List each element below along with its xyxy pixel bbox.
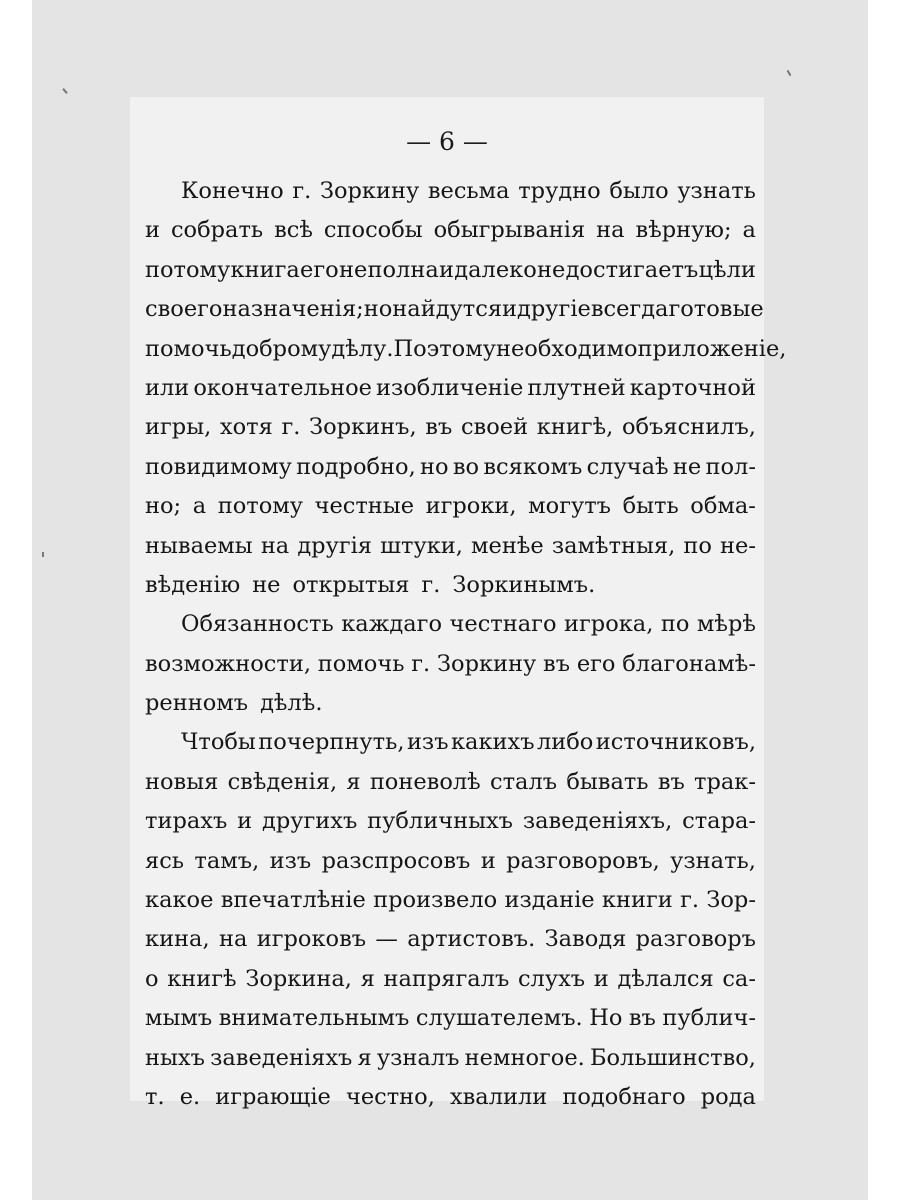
text-line (145, 527, 756, 566)
text-line (145, 448, 756, 487)
word: разговоровъ, (506, 847, 660, 874)
word: г. (680, 887, 700, 914)
text-line (145, 251, 756, 290)
word: другія (297, 532, 373, 559)
dust-mark (42, 552, 44, 557)
word: игроки, (425, 493, 517, 520)
word: свѣденія, (227, 768, 338, 795)
word: рода (700, 1083, 756, 1110)
text-line (145, 605, 756, 644)
word: узнать, (670, 847, 756, 874)
word: ныхъ (145, 1044, 205, 1071)
text-line (145, 172, 756, 211)
word: Зоркину (437, 650, 537, 677)
word: г. (411, 650, 431, 677)
word: изданіе (504, 887, 595, 914)
word: игроковъ (256, 926, 367, 953)
word: честно, (345, 1083, 435, 1110)
word: подобнаго (562, 1083, 686, 1110)
word: не (252, 571, 281, 598)
page-number: — 6 — (406, 127, 488, 156)
paragraph (145, 605, 756, 723)
word: са- (722, 965, 756, 992)
word: цѣли (698, 256, 756, 283)
word: кина, (145, 926, 210, 953)
word: игрока, (564, 611, 654, 638)
word: тирахъ (145, 808, 228, 835)
word: возможности, (145, 650, 311, 677)
word: могутъ (528, 493, 611, 520)
word: Зоркинъ, (309, 414, 417, 441)
word: г. (421, 571, 441, 598)
text-line (145, 566, 756, 605)
word: т. (145, 1083, 165, 1110)
word: я (357, 1044, 372, 1071)
word: но (363, 296, 393, 323)
text-line (145, 842, 756, 881)
text-line (145, 881, 756, 920)
word: не (338, 256, 368, 283)
word: сталъ (490, 768, 558, 795)
word: или (145, 374, 190, 401)
word: изобличеніе (375, 374, 524, 401)
body-text (145, 172, 787, 1117)
word: Заводя (544, 926, 627, 953)
word: либо (536, 729, 594, 756)
word: по (683, 532, 712, 559)
word: хотя (219, 414, 273, 441)
word: узнать (677, 178, 756, 204)
text-line (145, 645, 756, 684)
word: разспросовъ (321, 847, 471, 874)
word: весьма (427, 178, 510, 204)
word: Конечно (181, 178, 284, 204)
word: источниковъ, (595, 729, 756, 756)
word: впечатлѣніе (220, 887, 366, 914)
text-line (145, 684, 756, 723)
word: напрягалъ (383, 965, 510, 992)
word: и (480, 847, 496, 874)
word: каждаго (341, 611, 442, 638)
word: вѣденію (145, 571, 241, 598)
text-line (145, 960, 756, 999)
word: игры, (145, 414, 212, 441)
paragraph (145, 723, 756, 1117)
word: плутней (527, 374, 626, 401)
word: менѣе (471, 532, 544, 559)
word: книгѣ (167, 965, 237, 992)
word: во (452, 453, 480, 480)
word: Большинство, (590, 1044, 756, 1071)
word: дѣлался (617, 965, 714, 992)
word: и (145, 217, 160, 244)
word: и (439, 256, 455, 283)
word: потому (145, 256, 231, 283)
text-line (145, 211, 756, 250)
word: необходимо (495, 335, 638, 362)
word: какое (145, 887, 214, 914)
text-line (145, 802, 756, 841)
word: на (260, 532, 290, 559)
word: хвалили (449, 1083, 548, 1110)
word: вѣрную; (635, 217, 732, 244)
word: нываемы (145, 532, 253, 559)
text-line (145, 723, 756, 762)
word: не- (720, 532, 756, 559)
word: разговоръ (635, 926, 756, 953)
word: публичныхъ (367, 808, 513, 835)
word: произвело (373, 887, 498, 914)
word: доброму (231, 335, 332, 362)
word: было (609, 178, 669, 204)
word: подробно, (296, 453, 416, 480)
word: а (192, 493, 207, 520)
word: бывать (566, 768, 649, 795)
text-line (145, 408, 756, 447)
word: о (145, 965, 159, 992)
word: заведеніяхъ, (522, 808, 673, 835)
word: въ (543, 650, 571, 677)
word: карточной (629, 374, 756, 401)
word: ренномъ (145, 690, 249, 717)
word: другіе (517, 296, 591, 323)
word: и (502, 296, 518, 323)
word: полна (367, 256, 439, 283)
word: въ (657, 768, 685, 795)
word: мымъ (145, 1005, 213, 1032)
text-line (145, 290, 764, 329)
word: дѣлу. (331, 335, 394, 362)
word: книга (230, 256, 300, 283)
word: способы (323, 217, 423, 244)
text-line (145, 763, 756, 802)
word: честные (314, 493, 415, 520)
word: своего (145, 296, 223, 323)
word: тамъ, (194, 847, 260, 874)
word: всякомъ (483, 453, 583, 480)
word: потому (217, 493, 303, 520)
word: а (742, 217, 756, 244)
word: своей (460, 414, 529, 441)
word: собрать (170, 217, 264, 244)
word: обыгрыванія (433, 217, 586, 244)
word: всѣ (274, 217, 313, 244)
word: трудно (518, 178, 601, 204)
word: поневолѣ (369, 768, 481, 795)
word: другихъ (261, 808, 358, 835)
word: не (672, 453, 702, 480)
word: но; (145, 493, 182, 520)
word: трак- (694, 768, 756, 795)
text-line (145, 1039, 756, 1078)
word: новыя (145, 768, 219, 795)
word: по (660, 611, 690, 638)
word: дѣлѣ. (260, 690, 323, 717)
word: всегда (590, 296, 669, 323)
word: внимательнымъ (218, 1005, 410, 1032)
word: артистовъ. (407, 926, 536, 953)
word: помочь (145, 335, 232, 362)
word: штуки, (380, 532, 463, 559)
word: публич- (662, 1005, 756, 1032)
word: Поэтому (393, 335, 496, 362)
word: изъ (406, 729, 449, 756)
word: Зор- (706, 887, 756, 914)
word: г. (281, 414, 301, 441)
word: повидимому (145, 453, 292, 480)
word: быть (622, 493, 679, 520)
word: достигаетъ (565, 256, 699, 283)
text-line (145, 369, 756, 408)
word: Но (589, 1005, 623, 1032)
word: я (346, 768, 361, 795)
word: какихъ (450, 729, 535, 756)
text-line (145, 999, 756, 1038)
word: изъ (269, 847, 312, 874)
word: объяснилъ, (622, 414, 756, 441)
word: — (375, 926, 398, 953)
word: на (596, 217, 625, 244)
word: Зоркину (319, 178, 420, 204)
word: найдутся (392, 296, 503, 323)
text-line (145, 1078, 756, 1117)
word: помочь (317, 650, 405, 677)
word: но (420, 453, 449, 480)
word: е. (179, 1083, 201, 1110)
word: честнаго (449, 611, 557, 638)
word: окончательное (193, 374, 372, 401)
word: узналъ (376, 1044, 460, 1071)
word: въ (425, 414, 453, 441)
word: Обязанность (181, 611, 334, 638)
word: въ (628, 1005, 656, 1032)
word: ясь (145, 847, 185, 874)
word: и (593, 965, 609, 992)
word: немногое. (464, 1044, 585, 1071)
word: я (360, 965, 375, 992)
word: стара- (682, 808, 756, 835)
word: приложеніе, (637, 335, 787, 362)
word: его (300, 256, 339, 283)
paragraph (145, 172, 787, 605)
text-line (145, 920, 756, 959)
text-line (145, 487, 756, 526)
word: далеко (454, 256, 537, 283)
word: Чтобы (181, 729, 256, 756)
word: слухъ (517, 965, 586, 992)
word: случаѣ (586, 453, 669, 480)
word: почерпнуть, (258, 729, 405, 756)
word: и (237, 808, 253, 835)
word: обма- (690, 493, 756, 520)
word: Зоркина, (245, 965, 352, 992)
word: слушателемъ. (415, 1005, 583, 1032)
word: заведеніяхъ (210, 1044, 353, 1071)
word: играющіе (215, 1083, 331, 1110)
word: его (576, 650, 616, 677)
word: благонамѣ- (622, 650, 756, 677)
word: мѣрѣ (696, 611, 756, 638)
word: пол- (705, 453, 756, 480)
word: Зоркинымъ. (452, 571, 596, 598)
word: книгѣ, (536, 414, 614, 441)
word: замѣтныя, (551, 532, 676, 559)
word: открытыя (292, 571, 410, 598)
text-line (145, 330, 787, 369)
word: на (218, 926, 248, 953)
word: готовые (668, 296, 764, 323)
word: книги (601, 887, 673, 914)
word: г. (292, 178, 312, 204)
word: назначенія; (222, 296, 364, 323)
word: не (537, 256, 566, 283)
